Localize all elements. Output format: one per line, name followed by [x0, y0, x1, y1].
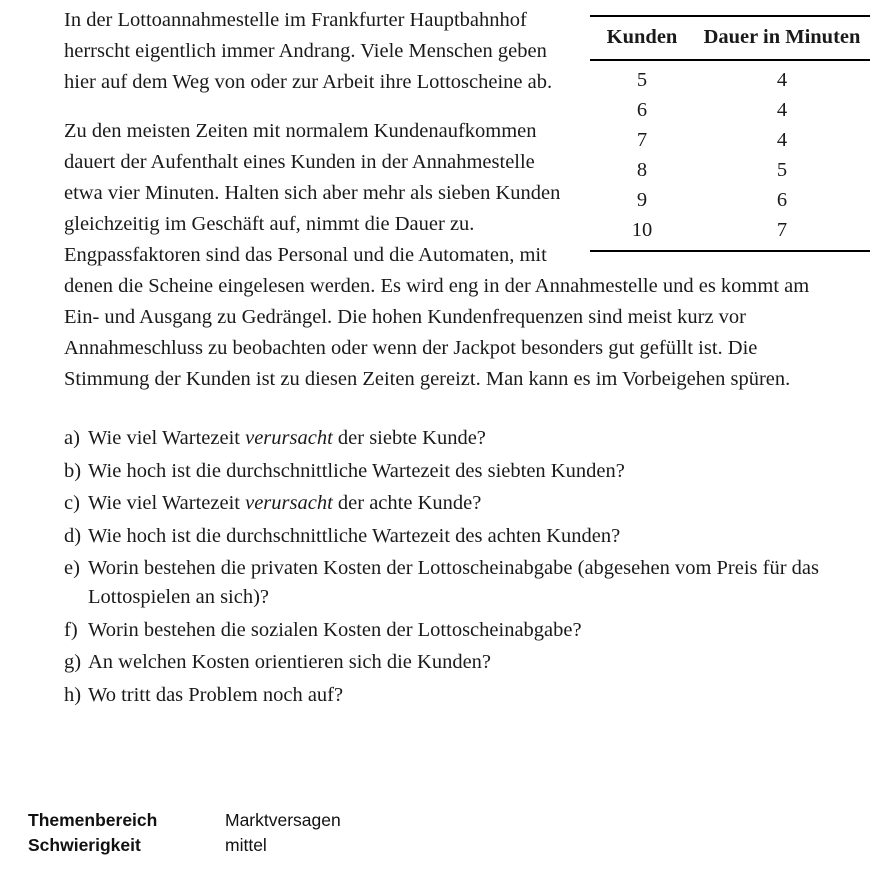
table-row: [590, 126, 870, 156]
cell-kunden: 7: [636, 129, 648, 152]
metadata-value-topic: Marktversagen: [225, 810, 341, 830]
table-row: [590, 186, 870, 216]
cell-dauer: 4: [776, 69, 788, 92]
question-text-pre: Wie viel Wartezeit: [88, 492, 246, 514]
question-item-d: [64, 522, 840, 551]
cell-dauer: 7: [694, 216, 870, 251]
question-text-pre: Wie hoch ist die durchschnittliche Wartezeit des siebten Kunden?: [88, 459, 625, 482]
question-text-pre: Worin bestehen die sozialen Kosten der Lottoscheinabgabe?: [88, 618, 582, 641]
question-marker: c): [64, 492, 80, 514]
question-marker: e): [64, 557, 80, 579]
cell-dauer: 4: [776, 99, 788, 122]
question-text-emphasis: verursacht: [245, 427, 333, 449]
question-text-pre: Wie viel Wartezeit: [88, 427, 246, 449]
question-marker: a): [64, 427, 80, 449]
question-text-emphasis: verursacht: [245, 492, 333, 514]
cell-dauer: 4: [776, 129, 788, 152]
question-marker: g): [64, 651, 82, 673]
table-header-row: [590, 16, 870, 60]
cell-kunden: 10: [590, 216, 694, 251]
question-text-pre: An welchen Kosten orientieren sich die Kunden?: [88, 651, 492, 673]
question-item-h: [64, 681, 840, 710]
column-header-dauer: Dauer in Minuten: [694, 16, 870, 60]
cell-kunden: 6: [636, 99, 648, 122]
cell-dauer: 6: [776, 189, 788, 212]
question-text-post: der achte Kunde?: [332, 492, 482, 514]
cell-kunden: 8: [636, 159, 648, 182]
table-row: [590, 216, 870, 251]
question-list: [0, 424, 893, 710]
metadata-row-topic: [28, 808, 341, 833]
question-text-pre: Wo tritt das Problem noch auf?: [88, 683, 344, 706]
column-header-kunden: Kunden: [590, 16, 694, 60]
paragraph-details: Zu den meisten Zeiten mit normalem Kundenaufkommen dauert der Aufenthalt eines Kunden in der Annahmestelle etwa vier Minuten. Halten sich aber mehr als sieben Kunden gleichzeitig im Geschäft auf, nimmt die Dauer zu. Engpassfaktoren sind das Personal und die Automaten, mit denen die Scheine eingelesen werden. Es wird eng in der Annahmestelle und es kommt am Ein- und Ausgang zu Gedrängel. Die hohen Kundenfrequenzen sind meist kurz vor Annahmeschluss zu beobachten oder wenn der Jackpot besonders gut gefüllt ist. Die Stimmung der Kunden ist zu diesen Zeiten gereizt. Man kann es im Vorbeigehen spüren.: [64, 120, 810, 390]
cell-kunden: 5: [636, 69, 648, 92]
metadata-label-difficulty: Schwierigkeit: [28, 835, 141, 855]
table-row: [590, 156, 870, 186]
table-row: [590, 96, 870, 126]
metadata-row-difficulty: [28, 833, 341, 858]
customer-duration-table-container: [590, 15, 870, 252]
table-row: [590, 60, 870, 96]
customer-duration-table: [590, 15, 870, 252]
question-item-b: [64, 457, 840, 486]
table-header: [590, 16, 870, 60]
cell-dauer: 5: [776, 159, 788, 182]
question-item-f: [64, 616, 840, 645]
question-text-pre: Wie hoch ist die durchschnittliche Wartezeit des achten Kunden?: [88, 524, 621, 547]
question-marker: b): [64, 459, 82, 482]
question-marker: d): [64, 524, 82, 547]
paragraph-intro: In der Lottoannahmestelle im Frankfurter Hauptbahnhof herrscht eigentlich immer Andrang. Viele Menschen geben hier auf dem Weg von oder zur Arbeit ihre Lottoscheine ab.: [64, 9, 553, 93]
question-marker: h): [64, 683, 82, 706]
question-text-post: der siebte Kunde?: [332, 427, 486, 449]
metadata-value-difficulty: mittel: [225, 835, 267, 855]
question-item-e: [64, 554, 840, 612]
question-item-a: [64, 424, 840, 453]
question-marker: f): [64, 618, 78, 641]
question-item-c: [64, 489, 840, 518]
question-text-pre: Worin bestehen die privaten Kosten der Lottoscheinabgabe (abgesehen vom Preis für das Lottospielen an sich)?: [88, 557, 819, 608]
cell-kunden: 9: [636, 189, 648, 212]
question-item-g: [64, 648, 840, 677]
metadata-label-topic: Themenbereich: [28, 810, 158, 830]
table-body: [590, 60, 870, 250]
metadata-block: [28, 808, 341, 858]
